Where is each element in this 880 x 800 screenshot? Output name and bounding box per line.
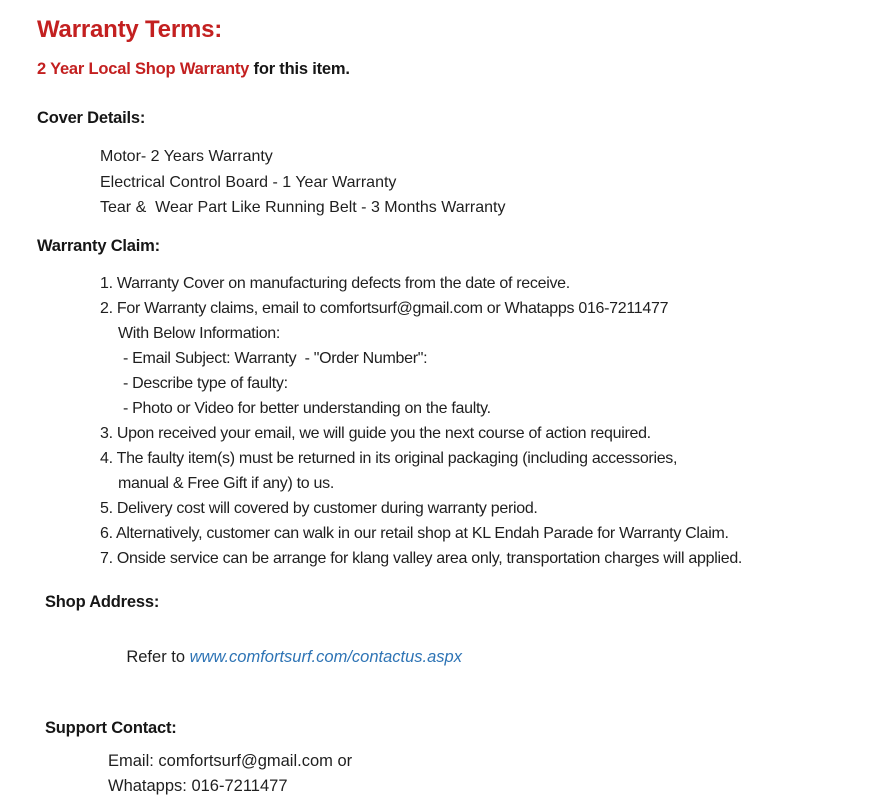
list-line: 4. The faulty item(s) must be returned in its original packaging (including accessories,: [100, 449, 678, 467]
support-contact-list: [108, 749, 880, 800]
list-line: - Describe type of faulty:: [123, 374, 288, 392]
list-line: Tear & Wear Part Like Running Belt - 3 Months Warranty: [100, 199, 506, 216]
list-line: Motor- 2 Years Warranty: [100, 148, 273, 165]
warranty-claim-heading: Warranty Claim:: [37, 236, 160, 255]
list-line: Email: comfortsurf@gmail.com or: [108, 751, 353, 770]
cover-details-heading: Cover Details:: [37, 109, 146, 127]
support-contact-heading: Support Contact:: [45, 718, 177, 737]
list-line: manual & Free Gift if any) to us.: [118, 474, 334, 492]
list-line: 7. Onside service can be arrange for klang valley area only, transportation charges will applied.: [100, 549, 743, 567]
subtitle-warranty-duration: 2 Year Local Shop Warranty: [37, 60, 250, 78]
page-title: Warranty Terms:: [37, 16, 223, 43]
list-line: Whatapps: 016-7211477: [108, 777, 288, 795]
shop-address-heading: Shop Address:: [45, 592, 160, 611]
list-line: - Photo or Video for better understanding on the faulty.: [123, 399, 491, 417]
list-line: 3. Upon received your email, we will guide you the next course of action required.: [100, 424, 651, 442]
list-line: 1. Warranty Cover on manufacturing defects from the date of receive.: [100, 274, 570, 292]
list-line: Electrical Control Board - 1 Year Warranty: [100, 173, 397, 191]
shop-address-refer-line: [108, 621, 880, 693]
subtitle-suffix: for this item.: [249, 60, 350, 78]
warranty-claim-list: [100, 271, 880, 571]
list-line: 2. For Warranty claims, email to comfortsurf@gmail.com or Whatapps 016-7211477: [100, 299, 669, 317]
cover-details-list: [100, 144, 880, 221]
refer-prefix: Refer to: [126, 647, 190, 666]
subtitle: [37, 58, 880, 80]
list-line: - Email Subject: Warranty - "Order Number":: [123, 349, 428, 367]
list-line: With Below Information:: [118, 324, 281, 342]
list-line: 6. Alternatively, customer can walk in our retail shop at KL Endah Parade for Warranty Claim.: [100, 524, 729, 542]
contact-page-link[interactable]: www.comfortsurf.com/contactus.aspx: [189, 647, 462, 666]
list-line: 5. Delivery cost will covered by customer during warranty period.: [100, 499, 538, 517]
